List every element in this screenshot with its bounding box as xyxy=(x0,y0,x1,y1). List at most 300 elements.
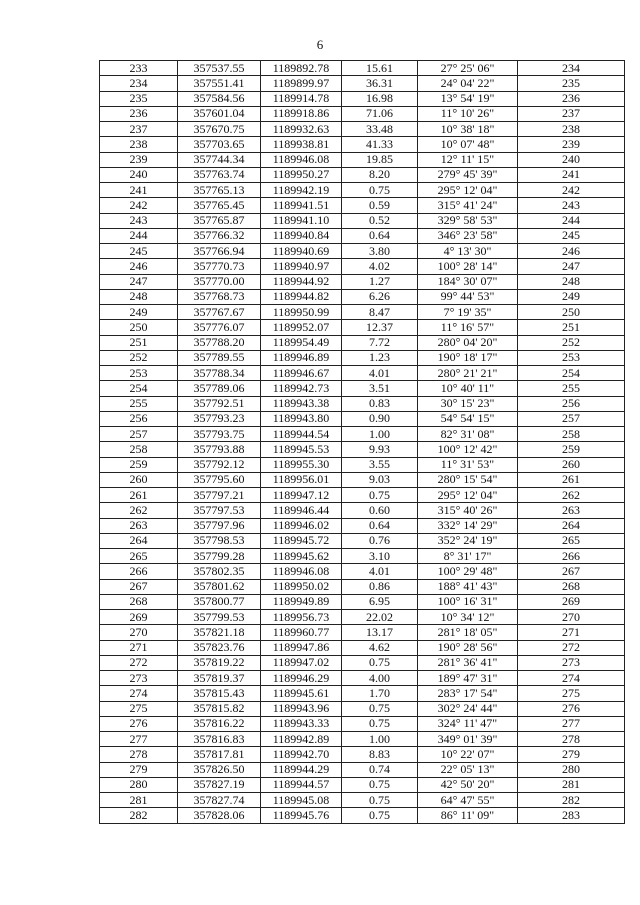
point-number-cell: 276 xyxy=(100,716,178,731)
x-coordinate-cell: 357601.04 xyxy=(178,106,261,121)
point-number-cell: 238 xyxy=(100,137,178,152)
bearing-cell: 27° 25' 06" xyxy=(418,61,518,76)
next-point-cell: 274 xyxy=(518,671,625,686)
table-row xyxy=(100,777,625,792)
point-number-cell: 274 xyxy=(100,686,178,701)
next-point-cell: 268 xyxy=(518,579,625,594)
y-coordinate-cell: 1189945.08 xyxy=(261,793,342,808)
distance-cell: 1.00 xyxy=(342,732,418,747)
y-coordinate-cell: 1189942.19 xyxy=(261,183,342,198)
next-point-cell: 238 xyxy=(518,122,625,137)
x-coordinate-cell: 357793.75 xyxy=(178,427,261,442)
bearing-cell: 7° 19' 35" xyxy=(418,305,518,320)
bearing-cell: 189° 47' 31" xyxy=(418,671,518,686)
distance-cell: 3.55 xyxy=(342,457,418,472)
y-coordinate-cell: 1189944.29 xyxy=(261,762,342,777)
table-row xyxy=(100,747,625,762)
point-number-cell: 270 xyxy=(100,625,178,640)
point-number-cell: 256 xyxy=(100,411,178,426)
next-point-cell: 244 xyxy=(518,213,625,228)
distance-cell: 12.37 xyxy=(342,320,418,335)
table-row xyxy=(100,762,625,777)
bearing-cell: 82° 31' 08" xyxy=(418,427,518,442)
bearing-cell: 190° 18' 17" xyxy=(418,350,518,365)
next-point-cell: 280 xyxy=(518,762,625,777)
y-coordinate-cell: 1189956.73 xyxy=(261,610,342,625)
table-row xyxy=(100,625,625,640)
y-coordinate-cell: 1189949.89 xyxy=(261,594,342,609)
next-point-cell: 279 xyxy=(518,747,625,762)
bearing-cell: 4° 13' 30" xyxy=(418,244,518,259)
distance-cell: 0.75 xyxy=(342,701,418,716)
table-row xyxy=(100,701,625,716)
next-point-cell: 247 xyxy=(518,259,625,274)
table-row xyxy=(100,61,625,76)
y-coordinate-cell: 1189943.33 xyxy=(261,716,342,731)
bearing-cell: 295° 12' 04" xyxy=(418,488,518,503)
next-point-cell: 281 xyxy=(518,777,625,792)
bearing-cell: 302° 24' 44" xyxy=(418,701,518,716)
x-coordinate-cell: 357819.22 xyxy=(178,655,261,670)
distance-cell: 0.90 xyxy=(342,411,418,426)
next-point-cell: 256 xyxy=(518,396,625,411)
point-number-cell: 261 xyxy=(100,488,178,503)
y-coordinate-cell: 1189946.08 xyxy=(261,152,342,167)
bearing-cell: 352° 24' 19" xyxy=(418,533,518,548)
point-number-cell: 240 xyxy=(100,167,178,182)
table-row xyxy=(100,213,625,228)
y-coordinate-cell: 1189946.29 xyxy=(261,671,342,686)
bearing-cell: 11° 16' 57" xyxy=(418,320,518,335)
point-number-cell: 243 xyxy=(100,213,178,228)
bearing-cell: 100° 29' 48" xyxy=(418,564,518,579)
point-number-cell: 271 xyxy=(100,640,178,655)
next-point-cell: 276 xyxy=(518,701,625,716)
distance-cell: 0.74 xyxy=(342,762,418,777)
table-row xyxy=(100,228,625,243)
distance-cell: 0.75 xyxy=(342,183,418,198)
bearing-cell: 346° 23' 58" xyxy=(418,228,518,243)
table-row xyxy=(100,457,625,472)
distance-cell: 0.60 xyxy=(342,503,418,518)
y-coordinate-cell: 1189943.80 xyxy=(261,411,342,426)
table-row xyxy=(100,244,625,259)
distance-cell: 4.01 xyxy=(342,366,418,381)
distance-cell: 0.86 xyxy=(342,579,418,594)
point-number-cell: 257 xyxy=(100,427,178,442)
next-point-cell: 246 xyxy=(518,244,625,259)
x-coordinate-cell: 357584.56 xyxy=(178,91,261,106)
bearing-cell: 42° 50' 20" xyxy=(418,777,518,792)
bearing-cell: 188° 41' 43" xyxy=(418,579,518,594)
distance-cell: 22.02 xyxy=(342,610,418,625)
y-coordinate-cell: 1189955.30 xyxy=(261,457,342,472)
x-coordinate-cell: 357816.83 xyxy=(178,732,261,747)
next-point-cell: 271 xyxy=(518,625,625,640)
x-coordinate-cell: 357768.73 xyxy=(178,289,261,304)
bearing-cell: 324° 11' 47" xyxy=(418,716,518,731)
distance-cell: 41.33 xyxy=(342,137,418,152)
point-number-cell: 247 xyxy=(100,274,178,289)
bearing-cell: 349° 01' 39" xyxy=(418,732,518,747)
point-number-cell: 245 xyxy=(100,244,178,259)
x-coordinate-cell: 357766.94 xyxy=(178,244,261,259)
next-point-cell: 269 xyxy=(518,594,625,609)
next-point-cell: 257 xyxy=(518,411,625,426)
point-number-cell: 251 xyxy=(100,335,178,350)
y-coordinate-cell: 1189945.76 xyxy=(261,808,342,823)
distance-cell: 6.26 xyxy=(342,289,418,304)
table-row xyxy=(100,594,625,609)
x-coordinate-cell: 357816.22 xyxy=(178,716,261,731)
table-row xyxy=(100,289,625,304)
bearing-cell: 295° 12' 04" xyxy=(418,183,518,198)
y-coordinate-cell: 1189952.07 xyxy=(261,320,342,335)
table-row xyxy=(100,793,625,808)
table-row xyxy=(100,564,625,579)
x-coordinate-cell: 357670.75 xyxy=(178,122,261,137)
bearing-cell: 11° 10' 26" xyxy=(418,106,518,121)
bearing-cell: 280° 21' 21" xyxy=(418,366,518,381)
table-row xyxy=(100,366,625,381)
bearing-cell: 100° 12' 42" xyxy=(418,442,518,457)
table-row xyxy=(100,335,625,350)
y-coordinate-cell: 1189941.10 xyxy=(261,213,342,228)
next-point-cell: 262 xyxy=(518,488,625,503)
table-row xyxy=(100,549,625,564)
x-coordinate-cell: 357827.74 xyxy=(178,793,261,808)
next-point-cell: 245 xyxy=(518,228,625,243)
bearing-cell: 279° 45' 39" xyxy=(418,167,518,182)
point-number-cell: 267 xyxy=(100,579,178,594)
x-coordinate-cell: 357817.81 xyxy=(178,747,261,762)
distance-cell: 0.59 xyxy=(342,198,418,213)
point-number-cell: 233 xyxy=(100,61,178,76)
table-row xyxy=(100,198,625,213)
x-coordinate-cell: 357800.77 xyxy=(178,594,261,609)
distance-cell: 0.75 xyxy=(342,777,418,792)
y-coordinate-cell: 1189947.12 xyxy=(261,488,342,503)
y-coordinate-cell: 1189946.02 xyxy=(261,518,342,533)
x-coordinate-cell: 357797.53 xyxy=(178,503,261,518)
x-coordinate-cell: 357763.74 xyxy=(178,167,261,182)
point-number-cell: 264 xyxy=(100,533,178,548)
bearing-cell: 280° 15' 54" xyxy=(418,472,518,487)
bearing-cell: 281° 36' 41" xyxy=(418,655,518,670)
x-coordinate-cell: 357776.07 xyxy=(178,320,261,335)
bearing-cell: 10° 40' 11" xyxy=(418,381,518,396)
next-point-cell: 258 xyxy=(518,427,625,442)
next-point-cell: 267 xyxy=(518,564,625,579)
y-coordinate-cell: 1189918.86 xyxy=(261,106,342,121)
table-row xyxy=(100,411,625,426)
next-point-cell: 240 xyxy=(518,152,625,167)
next-point-cell: 255 xyxy=(518,381,625,396)
point-number-cell: 234 xyxy=(100,76,178,91)
bearing-cell: 10° 38' 18" xyxy=(418,122,518,137)
table-row xyxy=(100,488,625,503)
y-coordinate-cell: 1189950.99 xyxy=(261,305,342,320)
distance-cell: 6.95 xyxy=(342,594,418,609)
x-coordinate-cell: 357797.21 xyxy=(178,488,261,503)
y-coordinate-cell: 1189943.96 xyxy=(261,701,342,716)
next-point-cell: 239 xyxy=(518,137,625,152)
next-point-cell: 263 xyxy=(518,503,625,518)
bearing-cell: 22° 05' 13" xyxy=(418,762,518,777)
bearing-cell: 86° 11' 09" xyxy=(418,808,518,823)
x-coordinate-cell: 357798.53 xyxy=(178,533,261,548)
bearing-cell: 64° 47' 55" xyxy=(418,793,518,808)
bearing-cell: 10° 07' 48" xyxy=(418,137,518,152)
distance-cell: 4.02 xyxy=(342,259,418,274)
point-number-cell: 275 xyxy=(100,701,178,716)
next-point-cell: 277 xyxy=(518,716,625,731)
table-row xyxy=(100,106,625,121)
x-coordinate-cell: 357815.82 xyxy=(178,701,261,716)
x-coordinate-cell: 357788.20 xyxy=(178,335,261,350)
y-coordinate-cell: 1189946.89 xyxy=(261,350,342,365)
distance-cell: 9.93 xyxy=(342,442,418,457)
next-point-cell: 253 xyxy=(518,350,625,365)
table-row xyxy=(100,533,625,548)
x-coordinate-cell: 357793.23 xyxy=(178,411,261,426)
x-coordinate-cell: 357766.32 xyxy=(178,228,261,243)
table-row xyxy=(100,320,625,335)
point-number-cell: 263 xyxy=(100,518,178,533)
x-coordinate-cell: 357765.45 xyxy=(178,198,261,213)
next-point-cell: 272 xyxy=(518,640,625,655)
next-point-cell: 249 xyxy=(518,289,625,304)
next-point-cell: 248 xyxy=(518,274,625,289)
distance-cell: 0.52 xyxy=(342,213,418,228)
point-number-cell: 254 xyxy=(100,381,178,396)
x-coordinate-cell: 357765.13 xyxy=(178,183,261,198)
next-point-cell: 282 xyxy=(518,793,625,808)
y-coordinate-cell: 1189960.77 xyxy=(261,625,342,640)
next-point-cell: 260 xyxy=(518,457,625,472)
next-point-cell: 235 xyxy=(518,76,625,91)
bearing-cell: 283° 17' 54" xyxy=(418,686,518,701)
x-coordinate-cell: 357792.12 xyxy=(178,457,261,472)
table-row xyxy=(100,167,625,182)
y-coordinate-cell: 1189946.67 xyxy=(261,366,342,381)
x-coordinate-cell: 357795.60 xyxy=(178,472,261,487)
table-row xyxy=(100,716,625,731)
x-coordinate-cell: 357815.43 xyxy=(178,686,261,701)
y-coordinate-cell: 1189946.44 xyxy=(261,503,342,518)
y-coordinate-cell: 1189938.81 xyxy=(261,137,342,152)
distance-cell: 0.75 xyxy=(342,808,418,823)
y-coordinate-cell: 1189945.62 xyxy=(261,549,342,564)
table-row xyxy=(100,442,625,457)
distance-cell: 0.83 xyxy=(342,396,418,411)
table-row xyxy=(100,91,625,106)
table-row xyxy=(100,610,625,625)
point-number-cell: 250 xyxy=(100,320,178,335)
y-coordinate-cell: 1189943.38 xyxy=(261,396,342,411)
y-coordinate-cell: 1189945.61 xyxy=(261,686,342,701)
next-point-cell: 261 xyxy=(518,472,625,487)
bearing-cell: 30° 15' 23" xyxy=(418,396,518,411)
table-row xyxy=(100,808,625,823)
x-coordinate-cell: 357788.34 xyxy=(178,366,261,381)
y-coordinate-cell: 1189941.51 xyxy=(261,198,342,213)
y-coordinate-cell: 1189944.57 xyxy=(261,777,342,792)
point-number-cell: 262 xyxy=(100,503,178,518)
bearing-cell: 315° 41' 24" xyxy=(418,198,518,213)
distance-cell: 0.64 xyxy=(342,518,418,533)
point-number-cell: 242 xyxy=(100,198,178,213)
distance-cell: 71.06 xyxy=(342,106,418,121)
x-coordinate-cell: 357765.87 xyxy=(178,213,261,228)
next-point-cell: 234 xyxy=(518,61,625,76)
point-number-cell: 248 xyxy=(100,289,178,304)
x-coordinate-cell: 357802.35 xyxy=(178,564,261,579)
bearing-cell: 315° 40' 26" xyxy=(418,503,518,518)
next-point-cell: 243 xyxy=(518,198,625,213)
bearing-cell: 10° 22' 07" xyxy=(418,747,518,762)
point-number-cell: 266 xyxy=(100,564,178,579)
bearing-cell: 10° 34' 12" xyxy=(418,610,518,625)
y-coordinate-cell: 1189944.54 xyxy=(261,427,342,442)
bearing-cell: 54° 54' 15" xyxy=(418,411,518,426)
y-coordinate-cell: 1189899.97 xyxy=(261,76,342,91)
table-row xyxy=(100,686,625,701)
distance-cell: 15.61 xyxy=(342,61,418,76)
table-row xyxy=(100,137,625,152)
bearing-cell: 332° 14' 29" xyxy=(418,518,518,533)
distance-cell: 4.01 xyxy=(342,564,418,579)
next-point-cell: 250 xyxy=(518,305,625,320)
distance-cell: 33.48 xyxy=(342,122,418,137)
point-number-cell: 246 xyxy=(100,259,178,274)
y-coordinate-cell: 1189956.01 xyxy=(261,472,342,487)
next-point-cell: 283 xyxy=(518,808,625,823)
table-row xyxy=(100,472,625,487)
point-number-cell: 278 xyxy=(100,747,178,762)
next-point-cell: 275 xyxy=(518,686,625,701)
bearing-cell: 100° 28' 14" xyxy=(418,259,518,274)
table-row xyxy=(100,671,625,686)
point-number-cell: 279 xyxy=(100,762,178,777)
distance-cell: 0.75 xyxy=(342,488,418,503)
bearing-cell: 13° 54' 19" xyxy=(418,91,518,106)
y-coordinate-cell: 1189946.08 xyxy=(261,564,342,579)
y-coordinate-cell: 1189940.69 xyxy=(261,244,342,259)
x-coordinate-cell: 357826.50 xyxy=(178,762,261,777)
x-coordinate-cell: 357744.34 xyxy=(178,152,261,167)
distance-cell: 19.85 xyxy=(342,152,418,167)
x-coordinate-cell: 357770.73 xyxy=(178,259,261,274)
distance-cell: 1.00 xyxy=(342,427,418,442)
point-number-cell: 280 xyxy=(100,777,178,792)
x-coordinate-cell: 357819.37 xyxy=(178,671,261,686)
point-number-cell: 255 xyxy=(100,396,178,411)
next-point-cell: 252 xyxy=(518,335,625,350)
point-number-cell: 244 xyxy=(100,228,178,243)
y-coordinate-cell: 1189932.63 xyxy=(261,122,342,137)
point-number-cell: 252 xyxy=(100,350,178,365)
y-coordinate-cell: 1189942.89 xyxy=(261,732,342,747)
page-number: 6 xyxy=(316,37,324,52)
y-coordinate-cell: 1189947.02 xyxy=(261,655,342,670)
bearing-cell: 24° 04' 22" xyxy=(418,76,518,91)
next-point-cell: 278 xyxy=(518,732,625,747)
distance-cell: 7.72 xyxy=(342,335,418,350)
x-coordinate-cell: 357703.65 xyxy=(178,137,261,152)
y-coordinate-cell: 1189950.27 xyxy=(261,167,342,182)
distance-cell: 0.64 xyxy=(342,228,418,243)
next-point-cell: 254 xyxy=(518,366,625,381)
x-coordinate-cell: 357551.41 xyxy=(178,76,261,91)
point-number-cell: 272 xyxy=(100,655,178,670)
table-row xyxy=(100,518,625,533)
bearing-cell: 12° 11' 15" xyxy=(418,152,518,167)
bearing-cell: 99° 44' 53" xyxy=(418,289,518,304)
next-point-cell: 237 xyxy=(518,106,625,121)
next-point-cell: 266 xyxy=(518,549,625,564)
y-coordinate-cell: 1189945.53 xyxy=(261,442,342,457)
y-coordinate-cell: 1189944.82 xyxy=(261,289,342,304)
x-coordinate-cell: 357799.53 xyxy=(178,610,261,625)
bearing-cell: 329° 58' 53" xyxy=(418,213,518,228)
y-coordinate-cell: 1189945.72 xyxy=(261,533,342,548)
distance-cell: 9.03 xyxy=(342,472,418,487)
x-coordinate-cell: 357828.06 xyxy=(178,808,261,823)
table-row xyxy=(100,655,625,670)
distance-cell: 3.80 xyxy=(342,244,418,259)
point-number-cell: 249 xyxy=(100,305,178,320)
distance-cell: 4.00 xyxy=(342,671,418,686)
distance-cell: 0.75 xyxy=(342,655,418,670)
bearing-cell: 8° 31' 17" xyxy=(418,549,518,564)
bearing-cell: 100° 16' 31" xyxy=(418,594,518,609)
point-number-cell: 260 xyxy=(100,472,178,487)
point-number-cell: 269 xyxy=(100,610,178,625)
distance-cell: 13.17 xyxy=(342,625,418,640)
point-number-cell: 237 xyxy=(100,122,178,137)
point-number-cell: 236 xyxy=(100,106,178,121)
x-coordinate-cell: 357827.19 xyxy=(178,777,261,792)
table-row xyxy=(100,381,625,396)
x-coordinate-cell: 357770.00 xyxy=(178,274,261,289)
next-point-cell: 259 xyxy=(518,442,625,457)
coordinates-table xyxy=(99,60,625,824)
point-number-cell: 235 xyxy=(100,91,178,106)
table-row xyxy=(100,259,625,274)
x-coordinate-cell: 357792.51 xyxy=(178,396,261,411)
x-coordinate-cell: 357797.96 xyxy=(178,518,261,533)
y-coordinate-cell: 1189944.92 xyxy=(261,274,342,289)
x-coordinate-cell: 357821.18 xyxy=(178,625,261,640)
x-coordinate-cell: 357799.28 xyxy=(178,549,261,564)
point-number-cell: 239 xyxy=(100,152,178,167)
point-number-cell: 258 xyxy=(100,442,178,457)
point-number-cell: 273 xyxy=(100,671,178,686)
bearing-cell: 11° 31' 53" xyxy=(418,457,518,472)
next-point-cell: 265 xyxy=(518,533,625,548)
bearing-cell: 184° 30' 07" xyxy=(418,274,518,289)
next-point-cell: 251 xyxy=(518,320,625,335)
distance-cell: 0.75 xyxy=(342,716,418,731)
distance-cell: 8.47 xyxy=(342,305,418,320)
table-row xyxy=(100,76,625,91)
distance-cell: 16.98 xyxy=(342,91,418,106)
bearing-cell: 190° 28' 56" xyxy=(418,640,518,655)
x-coordinate-cell: 357823.76 xyxy=(178,640,261,655)
distance-cell: 36.31 xyxy=(342,76,418,91)
table-row xyxy=(100,152,625,167)
